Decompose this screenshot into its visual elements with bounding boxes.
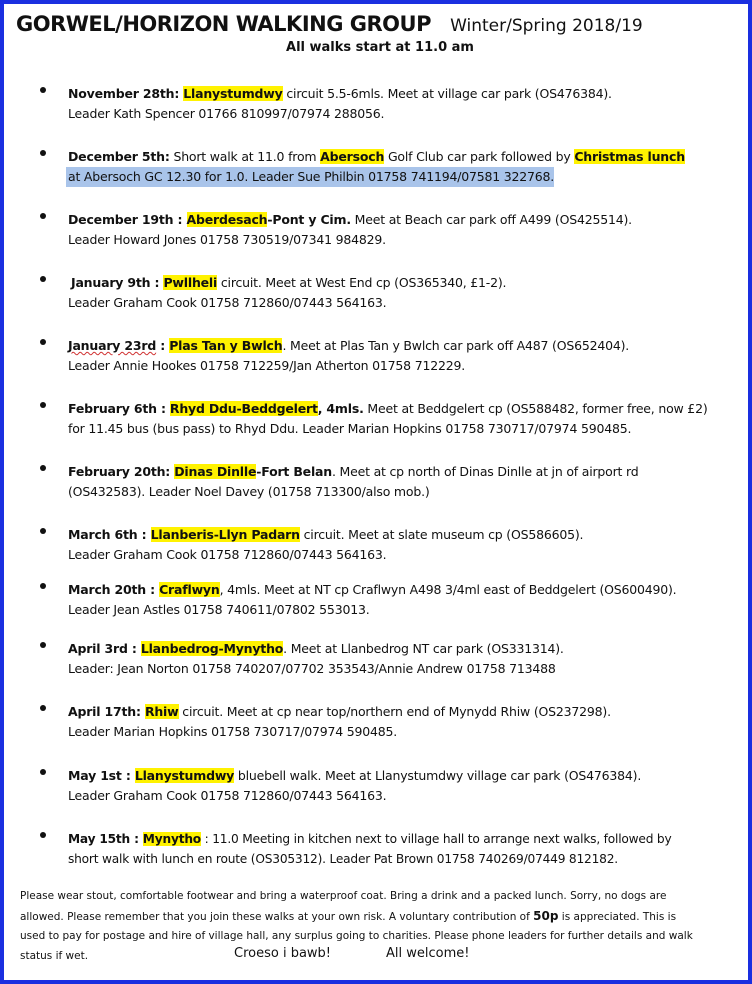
walk-line xyxy=(68,525,583,545)
walk-sep: : xyxy=(156,338,170,353)
walk-details: . Meet at cp north of Dinas Dinlle at jn of airport rd xyxy=(331,464,639,479)
walk-place: Llanbedrog-Mynytho xyxy=(140,641,284,656)
walk-leader: Leader: Jean Norton 01758 740207/07702 353543/Annie Andrew 01758 713488 xyxy=(68,661,556,676)
walk-line xyxy=(68,336,629,356)
start-time-note: All walks start at 11.0 am xyxy=(286,40,474,55)
croeso-text: Croeso i bawb! xyxy=(234,946,332,961)
footer-line-2-text: allowed. Please remember that you join these walks at your own risk. A voluntary contribution of xyxy=(20,911,534,923)
walk-place: Dinas Dinlle xyxy=(174,464,257,479)
walk-date: April 17th: xyxy=(68,704,141,719)
walk-leader: Leader Annie Hookes 01758 712259/Jan Atherton 01758 712229. xyxy=(68,358,465,373)
walk-date: November 28th xyxy=(68,86,175,101)
walk-place: Plas Tan y Bwlch xyxy=(169,338,283,353)
walk-pre: Short walk at 11.0 from xyxy=(169,149,321,164)
walk-sep: : xyxy=(173,212,187,227)
bullet-icon xyxy=(40,150,46,156)
walk-leader: Leader Kath Spencer 01766 810997/07974 288056. xyxy=(68,106,385,121)
walk-sep: : xyxy=(137,527,151,542)
walk-sep: : xyxy=(130,832,143,846)
walk-sep: : xyxy=(174,86,184,101)
walk-sep: : xyxy=(145,582,160,597)
footer-line-3: used to pay for postage and hire of village hall, any surplus going to charities. Please phone leaders for further details and walk xyxy=(20,930,693,942)
walk-details: circuit. Meet at cp near top/northern end of Mynydd Rhiw (OS237298). xyxy=(178,704,611,719)
walk-sep: : xyxy=(150,275,164,290)
walk-date: May 1st xyxy=(68,768,122,783)
walk-details: , 4mls. Meet at NT cp Craflwyn A498 3/4ml east of Beddgelert (OS600490). xyxy=(219,582,677,597)
walk-details: circuit. Meet at West End cp (OS365340, £1-2). xyxy=(217,275,507,290)
walk-details: circuit. Meet at slate museum cp (OS586605). xyxy=(299,527,584,542)
walk-leader: (OS432583). Leader Noel Davey (01758 713300/also mob.) xyxy=(68,484,430,499)
walk-line xyxy=(68,580,676,600)
walk-leader: Leader Jean Astles 01758 740611/07802 553013. xyxy=(68,602,370,617)
walk-place: Pwllheli xyxy=(163,275,218,290)
walk-date: February 6th xyxy=(68,401,157,416)
walk-date: March 6th xyxy=(68,527,138,542)
walk-date: March 20th xyxy=(68,582,146,597)
walk-place-rest: , 4mls. xyxy=(317,401,364,416)
walk-details: Golf Club car park followed by xyxy=(384,149,575,164)
walk-place-rest: -Pont y Cim. xyxy=(267,212,351,227)
walk-date: January 9th xyxy=(71,275,151,290)
walk-line xyxy=(68,639,564,659)
walk-leader: Leader Graham Cook 01758 712860/07443 564163. xyxy=(68,788,387,803)
footer-line-4-text: status if wet. xyxy=(20,950,89,962)
document-header xyxy=(16,12,746,36)
bullet-icon xyxy=(40,87,46,93)
walk-date: December 5th: xyxy=(68,149,170,164)
bullet-icon xyxy=(40,213,46,219)
walk-date: February 20th: xyxy=(68,464,175,479)
walk-line xyxy=(68,399,708,419)
walk-line xyxy=(68,702,611,722)
walk-place: Mynytho xyxy=(142,832,201,846)
contribution-amount: 50p xyxy=(533,909,559,923)
footer-line-4 xyxy=(20,946,470,966)
walk-date: December 19th xyxy=(68,212,174,227)
walk-details: Meet at Beddgelert cp (OS588482, former free, now £2) xyxy=(363,401,708,416)
walk-place: Aberdesach xyxy=(186,212,268,227)
walk-line xyxy=(71,273,506,293)
bullet-icon xyxy=(40,832,46,838)
bullet-icon xyxy=(40,276,46,282)
walk-details: : 11.0 Meeting in kitchen next to village hall to arrange next walks, followed by xyxy=(200,832,672,846)
walk-leader-selected[interactable]: at Abersoch GC 12.30 for 1.0. Leader Sue Philbin 01758 741194/07581 322768. xyxy=(66,167,554,187)
walk-place: Craflwyn xyxy=(159,582,220,597)
walk-place: Rhiw xyxy=(144,704,179,719)
document-title: GORWEL/HORIZON WALKING GROUP xyxy=(16,12,431,36)
walk-place-rest: -Fort Belan xyxy=(256,464,332,479)
walk-sep: : xyxy=(156,401,170,416)
walk-leader: for 11.45 bus (bus pass) to Rhyd Ddu. Leader Marian Hopkins 01758 730717/07974 590485. xyxy=(68,421,632,436)
walk-date: May 15th xyxy=(68,832,131,846)
walk-place: Llanystumdwy xyxy=(183,86,283,101)
walk-place: Llanystumdwy xyxy=(134,768,235,783)
walk-details: circuit 5.5-6mls. Meet at village car park (OS476384). xyxy=(282,86,612,101)
bullet-icon xyxy=(40,465,46,471)
walk-sep: : xyxy=(127,641,141,656)
walk-line xyxy=(68,210,632,230)
walk-date: April 3rd xyxy=(68,641,128,656)
walk-details: Meet at Beach car park off A499 (OS425514). xyxy=(350,212,632,227)
bullet-icon xyxy=(40,339,46,345)
bullet-icon xyxy=(40,583,46,589)
walk-line xyxy=(68,84,612,104)
walk-leader: short walk with lunch en route (OS305312). Leader Pat Brown 01758 740269/07449 812182. xyxy=(68,852,618,866)
bullet-icon xyxy=(40,642,46,648)
walk-extra: Christmas lunch xyxy=(574,149,685,164)
walk-place: Rhyd Ddu-Beddgelert xyxy=(169,401,318,416)
welcome-text: All welcome! xyxy=(386,946,470,961)
walk-leader: Leader Howard Jones 01758 730519/07341 984829. xyxy=(68,232,386,247)
bullet-icon xyxy=(40,705,46,711)
walk-place: Abersoch xyxy=(320,149,385,164)
bullet-icon xyxy=(40,528,46,534)
walk-leader: Leader Marian Hopkins 01758 730717/07974 590485. xyxy=(68,724,398,739)
walk-line xyxy=(68,147,685,167)
walk-details: . Meet at Llanbedrog NT car park (OS331314). xyxy=(283,641,564,656)
walk-details: bluebell walk. Meet at Llanystumdwy village car park (OS476384). xyxy=(234,768,642,783)
walk-leader: Leader Graham Cook 01758 712860/07443 564163. xyxy=(68,295,387,310)
walk-line xyxy=(68,829,671,849)
walk-line xyxy=(68,462,638,482)
bullet-icon xyxy=(40,402,46,408)
walk-line xyxy=(68,766,641,786)
walk-sep: : xyxy=(121,768,135,783)
walk-place: Llanberis-Llyn Padarn xyxy=(150,527,300,542)
season-label: Winter/Spring 2018/19 xyxy=(450,16,643,36)
walk-date: January 23rd xyxy=(68,338,157,353)
bullet-icon xyxy=(40,769,46,775)
walk-leader: Leader Graham Cook 01758 712860/07443 564163. xyxy=(68,547,387,562)
walk-details: . Meet at Plas Tan y Bwlch car park off A487 (OS652404). xyxy=(282,338,630,353)
footer-line-1: Please wear stout, comfortable footwear and bring a waterproof coat. Bring a drink and a packed lunch. Sorry, no dogs are xyxy=(20,890,667,902)
footer-line-2 xyxy=(20,906,676,927)
footer-line-2-end: is appreciated. This is xyxy=(558,911,677,923)
